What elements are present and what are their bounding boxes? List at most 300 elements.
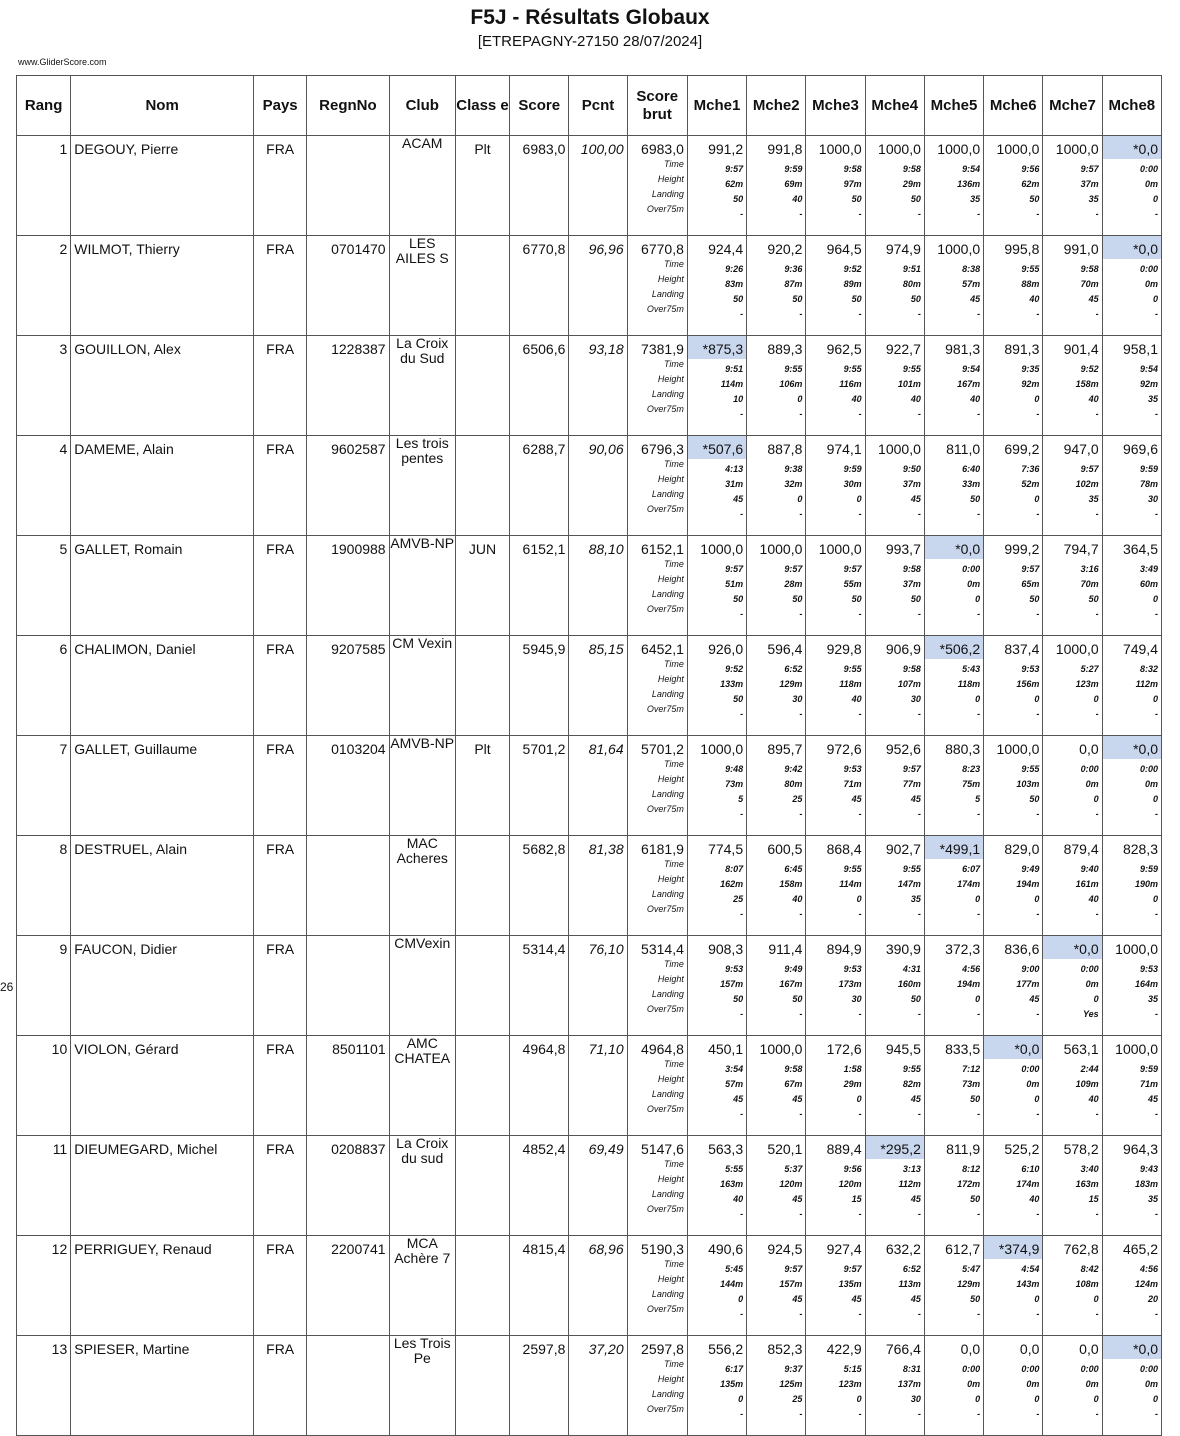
round-time: 0:00	[962, 1364, 981, 1374]
round-height: 73m	[962, 1079, 981, 1089]
round-over75m: -	[977, 1309, 981, 1319]
round-cell	[687, 1236, 746, 1336]
round-time: 9:53	[725, 964, 744, 974]
round-height: 124m	[1134, 1279, 1158, 1289]
round-cell	[1043, 536, 1102, 636]
round-over75m: -	[1155, 1309, 1158, 1319]
round-height: 37m	[902, 479, 921, 489]
gross-score-cell	[627, 636, 687, 736]
detail-label: Landing	[651, 1089, 684, 1099]
round-cell-dropped	[1043, 936, 1102, 1036]
round-height: 158m	[779, 879, 803, 889]
round-cell	[984, 1336, 1043, 1436]
round-landing: 50	[1029, 794, 1040, 804]
round-time: 9:55	[902, 864, 921, 874]
round-time: 9:58	[1080, 264, 1099, 274]
round-cell	[806, 1036, 865, 1136]
round-score: 699,2	[1004, 441, 1040, 457]
column-header: Mche1	[687, 76, 746, 136]
detail-label: Over75m	[646, 1204, 684, 1214]
round-landing: 45	[792, 1194, 803, 1204]
round-landing: 50	[792, 994, 803, 1004]
round-height: 109m	[1075, 1079, 1099, 1089]
round-time: 0:00	[1139, 164, 1158, 174]
round-score: 836,6	[1004, 941, 1040, 957]
round-landing: 50	[910, 294, 921, 304]
pilot-name: CHALIMON, Daniel	[71, 636, 254, 736]
round-score: 911,4	[768, 941, 803, 957]
regn-cell: 0701470	[307, 236, 389, 336]
detail-label: Landing	[651, 1189, 684, 1199]
pilot-name: VIOLON, Gérard	[71, 1036, 254, 1136]
regn-cell	[307, 136, 389, 236]
round-landing: 45	[792, 1094, 803, 1104]
round-score: 964,3	[1122, 1141, 1158, 1157]
round-over75m: -	[977, 809, 981, 819]
round-time: 6:10	[1021, 1164, 1040, 1174]
regn-cell: 0208837	[307, 1136, 389, 1236]
round-landing: 0	[1152, 294, 1158, 304]
gross-score-value: 7381,9	[641, 341, 684, 357]
round-time: 4:56	[962, 964, 981, 974]
round-time: 9:57	[1021, 564, 1040, 574]
round-cell	[924, 736, 983, 836]
round-cell	[865, 736, 924, 836]
round-landing: 0	[975, 1394, 981, 1404]
result-row	[17, 1236, 1162, 1336]
round-time: 8:23	[962, 764, 981, 774]
round-cell-dropped	[1102, 736, 1161, 836]
round-time: 3:40	[1080, 1164, 1099, 1174]
round-landing: 30	[910, 694, 921, 704]
round-over75m: -	[977, 1209, 981, 1219]
round-time: 9:55	[843, 664, 862, 674]
round-over75m: -	[1155, 709, 1158, 719]
round-time: 4:31	[902, 964, 921, 974]
round-landing: 40	[733, 1194, 744, 1204]
round-time: 9:53	[1021, 664, 1040, 674]
round-cell	[1102, 336, 1161, 436]
round-score: 902,7	[885, 841, 921, 857]
round-cell	[687, 236, 746, 336]
detail-label: Time	[663, 259, 684, 269]
detail-label: Height	[657, 374, 684, 384]
rank-cell: 8	[17, 836, 71, 936]
score-cell: 5701,2	[510, 736, 569, 836]
pilot-name: FAUCON, Didier	[71, 936, 254, 1036]
round-height: 92m	[1021, 379, 1040, 389]
round-height: 0m	[1085, 779, 1099, 789]
round-cell	[924, 336, 983, 436]
gross-score-cell	[627, 836, 687, 936]
club-cell: ACAM	[389, 136, 455, 236]
round-time: 6:07	[962, 864, 981, 874]
round-landing: 45	[851, 794, 862, 804]
round-time: 0:00	[1139, 1364, 1158, 1374]
round-score: 852,3	[767, 1341, 803, 1357]
round-over75m: -	[740, 809, 744, 819]
country-cell: FRA	[254, 136, 307, 236]
round-landing: 30	[851, 994, 862, 1004]
round-score: 889,3	[767, 341, 803, 357]
club-cell: Les Trois Pe	[389, 1336, 455, 1436]
class-cell	[455, 336, 509, 436]
round-cell-dropped	[687, 336, 746, 436]
round-cell-dropped	[924, 536, 983, 636]
round-over75m: -	[977, 1109, 981, 1119]
gross-score-value: 6796,3	[641, 441, 684, 457]
round-time: 9:54	[962, 164, 981, 174]
round-over75m: -	[1095, 409, 1099, 419]
round-landing: 50	[792, 594, 803, 604]
round-over75m: -	[799, 209, 803, 219]
round-height: 89m	[843, 279, 862, 289]
detail-label: Landing	[651, 889, 684, 899]
round-time: 8:31	[902, 1364, 921, 1374]
round-cell-dropped	[924, 636, 983, 736]
round-over75m: -	[917, 1109, 921, 1119]
round-height: 33m	[962, 479, 981, 489]
round-cell-dropped	[687, 436, 746, 536]
round-landing: 45	[1147, 1094, 1158, 1104]
round-landing: 0	[1152, 194, 1158, 204]
class-cell	[455, 836, 509, 936]
round-height: 114m	[720, 379, 744, 389]
round-time: 9:55	[1021, 264, 1040, 274]
gross-score-value: 5190,3	[641, 1241, 684, 1257]
round-cell	[865, 1236, 924, 1336]
round-height: 71m	[1139, 1079, 1158, 1089]
round-score: 964,5	[826, 241, 862, 257]
pilot-name: GALLET, Romain	[71, 536, 254, 636]
round-score: *506,2	[925, 636, 983, 659]
round-score: 891,3	[1004, 341, 1040, 357]
round-time: 3:49	[1139, 564, 1158, 574]
round-over75m: -	[1155, 1109, 1158, 1119]
round-landing: 0	[1093, 794, 1099, 804]
gross-score-cell	[627, 236, 687, 336]
round-landing: 0	[856, 894, 862, 904]
percent-cell: 88,10	[569, 536, 627, 636]
round-over75m: -	[1036, 309, 1040, 319]
round-time: 9:57	[843, 1264, 862, 1274]
round-over75m: -	[858, 709, 862, 719]
round-score: 390,9	[885, 941, 921, 957]
result-row	[17, 936, 1162, 1036]
round-score: 1000,0	[700, 541, 744, 557]
round-height: 57m	[962, 279, 981, 289]
round-over75m: -	[1095, 509, 1099, 519]
gross-score-value: 6152,1	[641, 541, 684, 557]
class-cell: Plt	[455, 736, 509, 836]
round-height: 60m	[1139, 579, 1158, 589]
score-cell: 4964,8	[510, 1036, 569, 1136]
round-landing: 40	[851, 394, 862, 404]
round-score: *295,2	[866, 1136, 924, 1159]
round-cell	[806, 236, 865, 336]
round-score: *499,1	[925, 836, 983, 859]
round-score: 879,4	[1063, 841, 1099, 857]
round-cell	[806, 1236, 865, 1336]
column-header: Mche7	[1043, 76, 1102, 136]
country-cell: FRA	[254, 1036, 307, 1136]
round-cell	[1043, 836, 1102, 936]
class-cell	[455, 1336, 509, 1436]
round-time: 1:58	[843, 1064, 862, 1074]
round-height: 101m	[897, 379, 921, 389]
gross-score-cell	[627, 1136, 687, 1236]
round-over75m: -	[917, 309, 921, 319]
round-time: 9:51	[902, 264, 921, 274]
round-time: 9:58	[784, 1064, 803, 1074]
round-time: 5:47	[962, 1264, 981, 1274]
round-cell	[865, 436, 924, 536]
round-height: 0m	[967, 579, 981, 589]
round-time: 5:43	[962, 664, 981, 674]
round-over75m: -	[977, 909, 981, 919]
round-score: 612,7	[945, 1241, 981, 1257]
round-landing: 25	[733, 894, 744, 904]
round-time: 9:53	[843, 764, 862, 774]
class-cell	[455, 1136, 509, 1236]
detail-label: Landing	[651, 289, 684, 299]
round-cell	[865, 136, 924, 236]
round-height: 107m	[897, 679, 921, 689]
round-landing: 50	[792, 294, 803, 304]
round-score: 974,1	[826, 441, 862, 457]
detail-label: Landing	[651, 689, 684, 699]
round-score: 991,8	[767, 141, 803, 157]
column-header: Pays	[254, 76, 307, 136]
class-cell	[455, 236, 509, 336]
detail-label: Over75m	[646, 304, 684, 314]
result-row	[17, 636, 1162, 736]
score-cell: 6152,1	[510, 536, 569, 636]
round-landing: 0	[856, 1094, 862, 1104]
class-cell: JUN	[455, 536, 509, 636]
round-over75m: -	[858, 1309, 862, 1319]
score-cell: 4852,4	[510, 1136, 569, 1236]
site-url: www.GliderScore.com	[18, 57, 107, 67]
round-landing: 30	[1147, 494, 1158, 504]
round-over75m: -	[917, 709, 921, 719]
round-landing: 50	[851, 594, 862, 604]
round-over75m: -	[799, 1009, 803, 1019]
round-over75m: -	[740, 1109, 744, 1119]
rank-cell: 7	[17, 736, 71, 836]
round-cell	[865, 336, 924, 436]
round-time: 9:52	[843, 264, 862, 274]
round-over75m: -	[799, 809, 803, 819]
round-landing: 50	[733, 194, 744, 204]
round-over75m: -	[917, 609, 921, 619]
detail-label: Time	[663, 859, 684, 869]
round-cell	[1043, 236, 1102, 336]
detail-label: Time	[663, 659, 684, 669]
rank-cell: 6	[17, 636, 71, 736]
round-cell	[747, 236, 806, 336]
gross-score-cell	[627, 436, 687, 536]
round-score: *0,0	[1103, 1336, 1161, 1359]
round-over75m: -	[1095, 1109, 1099, 1119]
round-over75m: -	[858, 1409, 862, 1419]
club-cell: CM Vexin	[389, 636, 455, 736]
round-landing: 40	[851, 694, 862, 704]
regn-cell: 1900988	[307, 536, 389, 636]
round-landing: 45	[910, 1194, 921, 1204]
round-time: 3:16	[1080, 564, 1099, 574]
round-landing: 45	[733, 1094, 744, 1104]
percent-cell: 37,20	[569, 1336, 627, 1436]
percent-cell: 90,06	[569, 436, 627, 536]
round-time: 9:57	[1080, 164, 1099, 174]
round-landing: 50	[1088, 594, 1099, 604]
result-row	[17, 736, 1162, 836]
round-score: 364,5	[1122, 541, 1158, 557]
round-score: 999,2	[1004, 541, 1040, 557]
round-score: *0,0	[925, 536, 983, 559]
result-row	[17, 836, 1162, 936]
round-height: 158m	[1075, 379, 1099, 389]
round-landing: 35	[910, 894, 921, 904]
round-landing: 0	[856, 1394, 862, 1404]
round-height: 137m	[897, 1379, 921, 1389]
rank-cell: 3	[17, 336, 71, 436]
gross-score-cell	[627, 1336, 687, 1436]
result-row	[17, 136, 1162, 236]
round-score: 766,4	[885, 1341, 921, 1357]
round-over75m: -	[1036, 1109, 1040, 1119]
round-over75m: -	[740, 1209, 744, 1219]
round-cell-dropped	[1102, 236, 1161, 336]
gross-score-cell	[627, 736, 687, 836]
round-cell	[1043, 1236, 1102, 1336]
round-landing: 0	[1034, 894, 1040, 904]
round-height: 67m	[784, 1079, 803, 1089]
round-height: 82m	[902, 1079, 921, 1089]
round-height: 88m	[1021, 279, 1040, 289]
round-over75m: -	[799, 509, 803, 519]
round-score: 837,4	[1004, 641, 1040, 657]
round-over75m: -	[740, 1409, 744, 1419]
round-landing: 45	[1029, 994, 1040, 1004]
detail-label: Landing	[651, 389, 684, 399]
round-height: 62m	[1021, 179, 1040, 189]
regn-cell: 0103204	[307, 736, 389, 836]
round-time: 9:59	[784, 164, 803, 174]
round-time: 7:36	[1021, 464, 1040, 474]
round-time: 3:54	[725, 1064, 744, 1074]
round-score: 1000,0	[937, 141, 981, 157]
round-score: *374,9	[984, 1236, 1042, 1259]
round-landing: 0	[856, 494, 862, 504]
gross-score-value: 5701,2	[641, 741, 684, 757]
round-score: 972,6	[826, 741, 862, 757]
round-over75m: -	[977, 409, 981, 419]
detail-label: Landing	[651, 489, 684, 499]
round-time: 9:36	[784, 264, 803, 274]
round-landing: 50	[1029, 594, 1040, 604]
round-landing: 0	[1093, 1394, 1099, 1404]
round-over75m: -	[917, 1309, 921, 1319]
pilot-name: GALLET, Guillaume	[71, 736, 254, 836]
round-cell	[806, 636, 865, 736]
round-cell	[984, 436, 1043, 536]
round-time: 0:00	[1139, 764, 1158, 774]
round-over75m: -	[740, 609, 744, 619]
round-over75m: -	[1095, 1409, 1099, 1419]
round-landing: 40	[792, 894, 803, 904]
round-over75m: -	[1095, 1309, 1099, 1319]
round-over75m: -	[917, 209, 921, 219]
round-time: 9:55	[843, 364, 862, 374]
round-landing: 40	[1088, 894, 1099, 904]
round-score: 762,8	[1063, 1241, 1099, 1257]
round-cell	[687, 1036, 746, 1136]
round-score: 600,5	[767, 841, 803, 857]
round-cell	[687, 636, 746, 736]
round-height: 37m	[902, 579, 921, 589]
round-height: 69m	[784, 179, 803, 189]
round-cell	[984, 236, 1043, 336]
round-over75m: -	[977, 609, 981, 619]
round-time: 9:50	[902, 464, 921, 474]
round-height: 129m	[779, 679, 803, 689]
round-over75m: -	[799, 1409, 803, 1419]
round-over75m: -	[1095, 309, 1099, 319]
regn-cell: 8501101	[307, 1036, 389, 1136]
round-landing: 10	[733, 394, 744, 404]
result-row	[17, 536, 1162, 636]
round-over75m: -	[799, 1309, 803, 1319]
result-row	[17, 436, 1162, 536]
round-cell	[687, 736, 746, 836]
detail-label: Height	[657, 274, 684, 284]
detail-label: Time	[663, 959, 684, 969]
round-time: 9:54	[1139, 364, 1158, 374]
round-time: 0:00	[1139, 264, 1158, 274]
class-cell	[455, 936, 509, 1036]
round-cell	[1043, 1136, 1102, 1236]
round-score: 945,5	[885, 1041, 921, 1057]
round-over75m: -	[977, 309, 981, 319]
round-score: *0,0	[1103, 136, 1161, 159]
round-height: 92m	[1139, 379, 1158, 389]
round-cell	[865, 836, 924, 936]
column-header: Mche2	[747, 76, 806, 136]
pilot-name: DIEUMEGARD, Michel	[71, 1136, 254, 1236]
round-over75m: -	[917, 909, 921, 919]
round-height: 164m	[1134, 979, 1158, 989]
rank-cell: 12	[17, 1236, 71, 1336]
round-time: 9:26	[725, 264, 744, 274]
round-landing: 15	[851, 1194, 862, 1204]
round-height: 103m	[1016, 779, 1040, 789]
round-time: 9:49	[784, 964, 803, 974]
round-cell	[1043, 1336, 1102, 1436]
round-score: 868,4	[826, 841, 862, 857]
round-landing: 0	[1152, 894, 1158, 904]
round-height: 173m	[838, 979, 862, 989]
round-over75m: -	[1155, 1009, 1158, 1019]
round-landing: 5	[975, 794, 981, 804]
round-cell	[1043, 1036, 1102, 1136]
round-height: 161m	[1075, 879, 1099, 889]
round-time: 8:42	[1080, 1264, 1099, 1274]
round-score: 952,6	[885, 741, 921, 757]
round-cell	[747, 136, 806, 236]
round-cell	[1043, 336, 1102, 436]
